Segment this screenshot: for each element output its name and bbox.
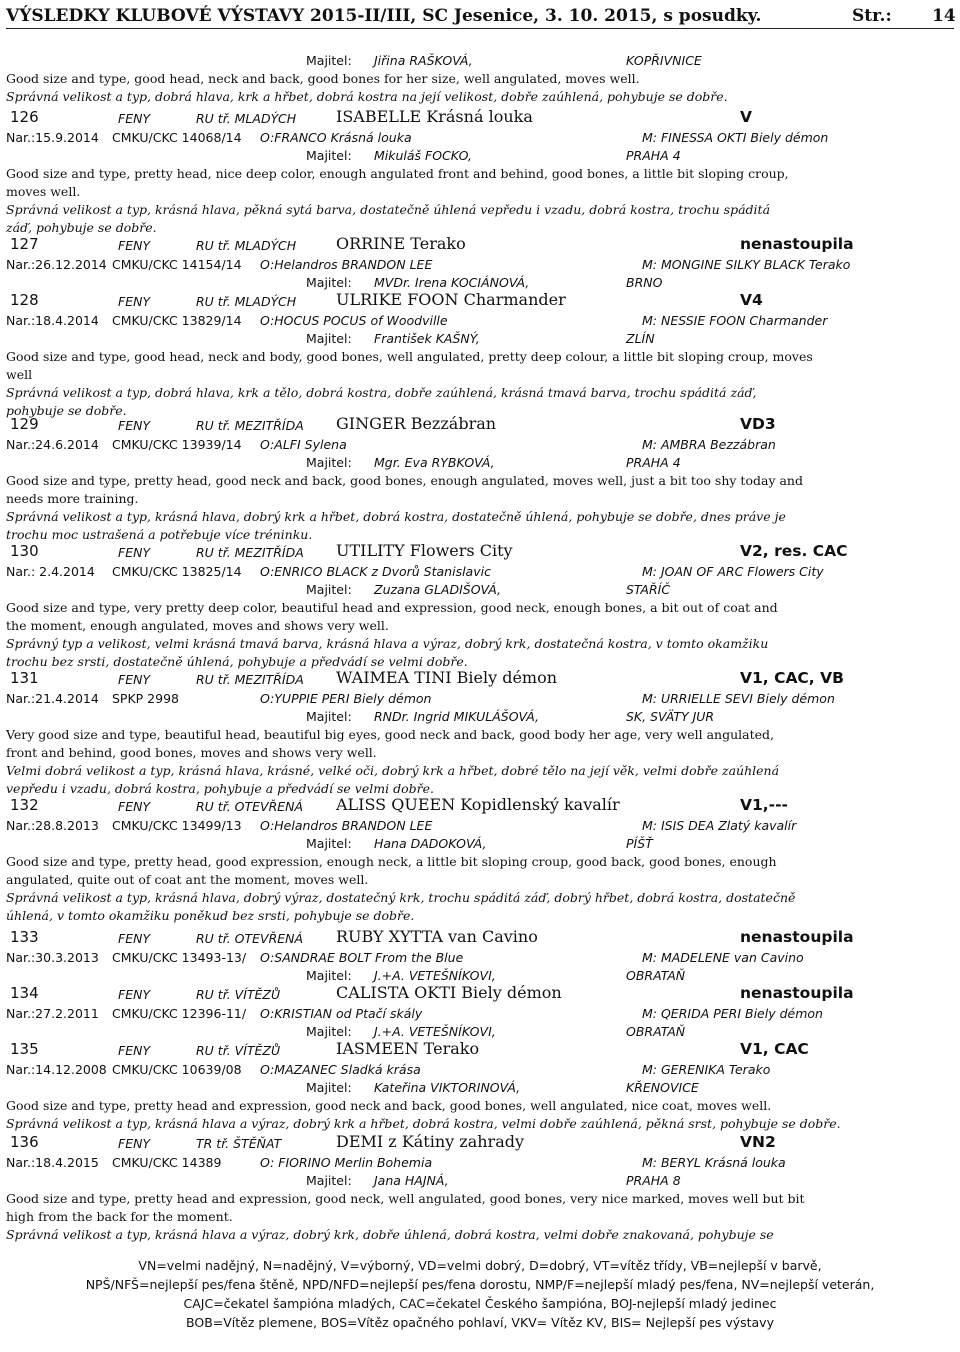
dog-name: UTILITY Flowers City	[336, 541, 513, 560]
dog-entry	[6, 668, 954, 798]
sex: FENY	[118, 294, 151, 309]
critique-cz-line: Velmi dobrá velikost a typ, krásná hlava, krásné, velké oči, dobrý krk a hřbet, dobré tělo na její věk, velmi dobře zaúhlená	[6, 763, 780, 778]
class-name: TR tř. ŠTĚŇAT	[196, 1136, 282, 1151]
entry-head-line	[6, 983, 954, 1005]
critique-cz	[6, 762, 954, 798]
dog-entry	[6, 541, 954, 671]
owner-name: Zuzana GLADIŠOVÁ,	[374, 582, 502, 597]
owner-label: Majitel:	[306, 836, 352, 851]
critique-en	[6, 1190, 954, 1226]
registration: CMKU/CKC 13825/14	[112, 564, 242, 579]
sex: FENY	[118, 545, 151, 560]
sex: FENY	[118, 1043, 151, 1058]
page	[6, 0, 954, 1352]
class-name: RU tř. VÍTĚZŮ	[196, 1043, 281, 1058]
dog-name: CALISTA OKTI Biely démon	[336, 983, 562, 1002]
critique-en-line: moves well.	[6, 184, 81, 199]
pedigree-line	[6, 256, 954, 274]
pedigree-line	[6, 129, 954, 147]
dog-entry	[6, 290, 954, 420]
catalog-number: 130	[10, 542, 39, 560]
grade: VD3	[740, 415, 776, 433]
catalog-number: 129	[10, 415, 39, 433]
class-name: RU tř. MLADÝCH	[196, 294, 297, 309]
critique-en	[6, 853, 954, 889]
entry-head-line	[6, 234, 954, 256]
legend-line: NPŠ/NFŠ=nejlepší pes/fena štěně, NPD/NFD=nejlepší pes/fena dorostu, NMP/F=nejlepší mladý pes/fena, NV=nejlepší veterán,	[85, 1277, 875, 1292]
owner-label: Majitel:	[306, 148, 352, 163]
registration: CMKU/CKC 13939/14	[112, 437, 242, 452]
dam: M: JOAN OF ARC Flowers City	[642, 564, 824, 579]
critique-en	[6, 348, 954, 384]
registration: CMKU/CKC 14154/14	[112, 257, 242, 272]
grade: V1, CAC, VB	[740, 669, 844, 687]
owner-city: PRAHA 8	[626, 1173, 681, 1188]
critique-cz-line: Správná velikost a typ, dobrá hlava, krk a hřbet, dobrá kostra na její velikost, dobře zaúhlená, pohybuje se dobře.	[6, 89, 728, 104]
legend	[6, 1256, 954, 1332]
critique-en-line: front and behind, good bones, moves and shows very well.	[6, 745, 377, 760]
owner-city: KOPŘIVNICE	[626, 53, 702, 68]
grade: V	[740, 108, 752, 126]
grade: VN2	[740, 1133, 776, 1151]
pedigree-line	[6, 1005, 954, 1023]
registration: CMKU/CKC 13499/13	[112, 818, 242, 833]
page-number-label: Str.:	[852, 6, 892, 26]
birth-date: Nar.:27.2.2011	[6, 1006, 99, 1021]
dog-entry	[6, 795, 954, 925]
critique-en	[6, 726, 954, 762]
critique-cz	[6, 635, 954, 671]
grade: V1, CAC	[740, 1040, 809, 1058]
critique-cz-line: Správná velikost a typ, krásná hlava a výraz, dobrý krk a hřbet, dobrá kostra, velmi dobře zaúhlená, pěkná srst, pohybuje se dobře.	[6, 1116, 841, 1131]
owner-name: Hana DADOKOVÁ,	[374, 836, 487, 851]
owner-label: Majitel:	[306, 331, 352, 346]
grade: V1,---	[740, 796, 788, 814]
entry-head-line	[6, 414, 954, 436]
critique-en-line: Good size and type, good head, neck and back, good bones for her size, well angulated, moves well.	[6, 71, 640, 86]
critique-en	[6, 599, 954, 635]
sire: O:YUPPIE PERI Biely démon	[260, 691, 432, 706]
entry-head-line	[6, 1132, 954, 1154]
critique-cz-line: Správná velikost a typ, krásná hlava, pěkná sytá barva, dostatečně úhlená vepředu i vzadu, dobrá kostra, trochu spáditá	[6, 202, 771, 217]
critique-cz-line: trochu bez srsti, dostatečně úhlená, pohybuje a předvádí se velmi dobře.	[6, 654, 468, 669]
owner-line	[6, 52, 954, 70]
class-name: RU tř. MEZITŘÍDA	[196, 672, 304, 687]
dog-name: RUBY XYTTA van Cavino	[336, 927, 538, 946]
catalog-number: 136	[10, 1133, 39, 1151]
birth-date: Nar.:15.9.2014	[6, 130, 99, 145]
dam: M: GERENIKA Terako	[642, 1062, 771, 1077]
owner-city: ZLÍN	[626, 331, 655, 346]
critique-cz-line: vepředu i vzadu, dobrá kostra, pohybuje a předvádí se velmi dobře.	[6, 781, 434, 796]
dog-entry	[6, 983, 954, 1041]
birth-date: Nar.:30.3.2013	[6, 950, 99, 965]
dam: M: MONGINE SILKY BLACK Terako	[642, 257, 851, 272]
birth-date: Nar.:14.12.2008	[6, 1062, 107, 1077]
birth-date: Nar.:26.12.2014	[6, 257, 107, 272]
owner-line	[6, 1172, 954, 1190]
pedigree-line	[6, 563, 954, 581]
owner-label: Majitel:	[306, 582, 352, 597]
critique-cz-line: Správná velikost a typ, krásná hlava a výraz, dobrý krk, dobře úhlená, dobrá kostra, velmi dobře znakovaná, pohybuje se	[6, 1227, 774, 1242]
critique-cz-line: záď, pohybuje se dobře.	[6, 220, 157, 235]
grade: nenastoupila	[740, 928, 854, 946]
critique-en-line: Good size and type, very pretty deep color, beautiful head and expression, good neck, enough bones, a bit out of coat and	[6, 600, 778, 615]
owner-name: Kateřina VIKTORINOVÁ,	[374, 1080, 521, 1095]
owner-label: Majitel:	[306, 968, 352, 983]
page-title: VÝSLEDKY KLUBOVÉ VÝSTAVY 2015-II/III, SC Jesenice, 3. 10. 2015, s posudky.	[6, 6, 762, 26]
owner-label: Majitel:	[306, 709, 352, 724]
owner-label: Majitel:	[306, 1080, 352, 1095]
owner-label: Majitel:	[306, 1173, 352, 1188]
critique-cz	[6, 201, 954, 237]
owner-city: OBRATAŇ	[626, 1024, 686, 1039]
registration: CMKU/CKC 14068/14	[112, 130, 242, 145]
dog-name: WAIMEA TINI Biely démon	[336, 668, 558, 687]
critique-cz-line: úhlená, v tomto okamžiku poněkud bez srsti, pohybuje se dobře.	[6, 908, 415, 923]
dog-entry	[6, 107, 954, 237]
owner-line	[6, 581, 954, 599]
registration: CMKU/CKC 13493-13/	[112, 950, 247, 965]
grade: nenastoupila	[740, 984, 854, 1002]
legend-line: CAJC=čekatel šampióna mladých, CAC=čekatel Českého šampióna, BOJ-nejlepší mladý jedinec	[183, 1296, 777, 1311]
critique-cz-line: Správná velikost a typ, krásná hlava, dobrý výraz, dostatečný krk, trochu spáditá záď, dobrý hřbet, dobrá kostra, dostatečně	[6, 890, 796, 905]
grade: V4	[740, 291, 763, 309]
dam: M: QERIDA PERI Biely démon	[642, 1006, 823, 1021]
sex: FENY	[118, 1136, 151, 1151]
grade: nenastoupila	[740, 235, 854, 253]
owner-name: František KAŠNÝ,	[374, 331, 480, 346]
registration: CMKU/CKC 13829/14	[112, 313, 242, 328]
dog-name: DEMI z Kátiny zahrady	[336, 1132, 525, 1151]
dam: M: NESSIE FOON Charmander	[642, 313, 828, 328]
critique-en-line: needs more training.	[6, 491, 139, 506]
entry-head-line	[6, 668, 954, 690]
critique-en-line: Good size and type, good head, neck and body, good bones, well angulated, pretty deep colour, a little bit sloping croup, moves	[6, 349, 813, 364]
owner-line	[6, 454, 954, 472]
dam: M: MADELENE van Cavino	[642, 950, 804, 965]
entry-head-line	[6, 541, 954, 563]
owner-label: Majitel:	[306, 53, 352, 68]
owner-city: PRAHA 4	[626, 148, 681, 163]
sire: O:KRISTIAN od Ptačí skály	[260, 1006, 423, 1021]
sire: O:Helandros BRANDON LEE	[260, 257, 433, 272]
dam: M: ISIS DEA Zlatý kavalír	[642, 818, 797, 833]
birth-date: Nar.:18.4.2015	[6, 1155, 99, 1170]
critique-en	[6, 1097, 954, 1115]
entry-head-line	[6, 795, 954, 817]
sex: FENY	[118, 111, 151, 126]
class-name: RU tř. OTEVŘENÁ	[196, 931, 304, 946]
catalog-number: 131	[10, 669, 39, 687]
page-header	[6, 4, 954, 29]
owner-label: Majitel:	[306, 1024, 352, 1039]
entry-head-line	[6, 107, 954, 129]
pedigree-line	[6, 436, 954, 454]
critique-en-line: the moment, enough angulated, moves and shows very well.	[6, 618, 389, 633]
sex: FENY	[118, 238, 151, 253]
owner-line	[6, 1079, 954, 1097]
owner-name: RNDr. Ingrid MIKULÁŠOVÁ,	[374, 709, 540, 724]
catalog-number: 133	[10, 928, 39, 946]
owner-line	[6, 708, 954, 726]
sire: O:Helandros BRANDON LEE	[260, 818, 433, 833]
sex: FENY	[118, 799, 151, 814]
class-name: RU tř. OTEVŘENÁ	[196, 799, 304, 814]
dam: M: URRIELLE SEVI Biely démon	[642, 691, 835, 706]
legend-line: VN=velmi nadějný, N=nadějný, V=výborný, VD=velmi dobrý, D=dobrý, VT=vítěz třídy, VB=nejlepší v barvě,	[138, 1258, 822, 1273]
critique-cz	[6, 1226, 954, 1244]
page-number: 14	[932, 6, 956, 26]
critique-en-line: Good size and type, pretty head and expression, good neck, well angulated, good bones, very nice marked, moves well but bit	[6, 1191, 805, 1206]
owner-name: MVDr. Irena KOCIÁNOVÁ,	[374, 275, 530, 290]
dog-name: ULRIKE FOON Charmander	[336, 290, 566, 309]
critique-cz-line: trochu moc ustrašená a potřebuje více tréninku.	[6, 527, 313, 542]
sex: FENY	[118, 987, 151, 1002]
dog-entry	[6, 234, 954, 292]
dog-name: GINGER Bezzábran	[336, 414, 497, 433]
dog-name: ISABELLE Krásná louka	[336, 107, 533, 126]
birth-date: Nar.:24.6.2014	[6, 437, 99, 452]
critique-cz	[6, 508, 954, 544]
owner-name: J.+A. VETEŠNÍKOVI,	[374, 968, 496, 983]
critique-cz-line: Správný typ a velikost, velmi krásná tmavá barva, krásná hlava a výraz, dobrý krk, dostatečná kostra, v tomto okamžiku	[6, 636, 769, 651]
registration: SPKP 2998	[112, 691, 179, 706]
dog-entry	[6, 927, 954, 985]
birth-date: Nar.:21.4.2014	[6, 691, 99, 706]
catalog-number: 132	[10, 796, 39, 814]
sex: FENY	[118, 931, 151, 946]
entry-head-line	[6, 1039, 954, 1061]
critique-cz	[6, 1115, 954, 1133]
pedigree-line	[6, 817, 954, 835]
dam: M: FINESSA OKTI Biely démon	[642, 130, 829, 145]
pedigree-line	[6, 1154, 954, 1172]
sire: O:FRANCO Krásná louka	[260, 130, 412, 145]
registration: CMKU/CKC 14389	[112, 1155, 222, 1170]
owner-name: Mgr. Eva RYBKOVÁ,	[374, 455, 495, 470]
sex: FENY	[118, 418, 151, 433]
class-name: RU tř. VÍTĚZŮ	[196, 987, 281, 1002]
legend-line: BOB=Vítěz plemene, BOS=Vítěz opačného pohlaví, VKV= Vítěz KV, BIS= Nejlepší pes výstavy	[186, 1315, 774, 1330]
critique-en-line: Good size and type, pretty head, good expression, enough neck, a little bit sloping croup, good back, good bones, enough	[6, 854, 777, 869]
owner-city: SK, SVÄTY JUR	[626, 709, 715, 724]
critique-en-line: Very good size and type, beautiful head, beautiful big eyes, good neck and back, good body her age, very well angulated,	[6, 727, 774, 742]
pedigree-line	[6, 312, 954, 330]
dam: M: AMBRA Bezzábran	[642, 437, 776, 452]
entry-head-line	[6, 927, 954, 949]
owner-name: Mikuláš FOCKO,	[374, 148, 472, 163]
owner-city: KŘENOVICE	[626, 1080, 699, 1095]
critique-en-line: Good size and type, pretty head, nice deep color, enough angulated front and behind, good bones, a little bit sloping croup,	[6, 166, 789, 181]
sire: O:HOCUS POCUS of Woodville	[260, 313, 448, 328]
critique-cz	[6, 889, 954, 925]
catalog-number: 126	[10, 108, 39, 126]
owner-name: Jana HAJNÁ,	[374, 1173, 449, 1188]
class-name: RU tř. MLADÝCH	[196, 238, 297, 253]
critique-en-line: Good size and type, pretty head and expression, good neck and back, good bones, well angulated, nice coat, moves well.	[6, 1098, 772, 1113]
registration: CMKU/CKC 12396-11/	[112, 1006, 247, 1021]
dog-name: ALISS QUEEN Kopidlenský kavalír	[336, 795, 620, 814]
owner-city: PÍŠŤ	[626, 836, 653, 851]
pedigree-line	[6, 690, 954, 708]
class-name: RU tř. MEZITŘÍDA	[196, 545, 304, 560]
owner-line	[6, 330, 954, 348]
sire: O:ALFI Sylena	[260, 437, 347, 452]
entry-head-line	[6, 290, 954, 312]
birth-date: Nar.:28.8.2013	[6, 818, 99, 833]
intro-block	[6, 52, 954, 106]
critique-en-line: well	[6, 367, 33, 382]
sire: O:ENRICO BLACK z Dvorů Stanislavic	[260, 564, 491, 579]
sire: O: FIORINO Merlin Bohemia	[260, 1155, 433, 1170]
owner-name: Jiřina RAŠKOVÁ,	[374, 53, 473, 68]
critique-en	[6, 165, 954, 201]
owner-label: Majitel:	[306, 455, 352, 470]
catalog-number: 134	[10, 984, 39, 1002]
birth-date: Nar.:18.4.2014	[6, 313, 99, 328]
pedigree-line	[6, 1061, 954, 1079]
dog-entry	[6, 1132, 954, 1244]
owner-line	[6, 147, 954, 165]
owner-city: STAŘÍČ	[626, 582, 671, 597]
owner-city: PRAHA 4	[626, 455, 681, 470]
dog-name: ORRINE Terako	[336, 234, 466, 253]
pedigree-line	[6, 949, 954, 967]
sire: O:SANDRAE BOLT From the Blue	[260, 950, 464, 965]
dog-entry	[6, 414, 954, 544]
catalog-number: 135	[10, 1040, 39, 1058]
critique-en	[6, 472, 954, 508]
critique-en-line: angulated, quite out of coat ant the moment, moves well.	[6, 872, 369, 887]
owner-city: OBRATAŇ	[626, 968, 686, 983]
critique-cz-line: pohybuje se dobře.	[6, 403, 127, 418]
grade: V2, res. CAC	[740, 542, 848, 560]
critique-en-line: Good size and type, pretty head, good neck and back, good bones, enough angulated, moves well, just a bit too shy today and	[6, 473, 803, 488]
owner-label: Majitel:	[306, 275, 352, 290]
critique-cz-line: Správná velikost a typ, dobrá hlava, krk a tělo, dobrá kostra, dobře zaúhlená, krásná tmavá barva, trochu spáditá záď,	[6, 385, 757, 400]
critique-en-line: high from the back for the moment.	[6, 1209, 233, 1224]
birth-date: Nar.: 2.4.2014	[6, 564, 95, 579]
owner-name: J.+A. VETEŠNÍKOVI,	[374, 1024, 496, 1039]
sire: O:MAZANEC Sladká krása	[260, 1062, 421, 1077]
sex: FENY	[118, 672, 151, 687]
catalog-number: 127	[10, 235, 39, 253]
dog-name: IASMEEN Terako	[336, 1039, 480, 1058]
dog-entry	[6, 1039, 954, 1133]
owner-line	[6, 835, 954, 853]
class-name: RU tř. MLADÝCH	[196, 111, 297, 126]
dam: M: BERYL Krásná louka	[642, 1155, 786, 1170]
registration: CMKU/CKC 10639/08	[112, 1062, 242, 1077]
critique-cz-line: Správná velikost a typ, krásná hlava, dobrý krk a hřbet, dobrá kostra, dostatečně úhlená, pohybuje se dobře, dnes práve je	[6, 509, 786, 524]
class-name: RU tř. MEZITŘÍDA	[196, 418, 304, 433]
owner-city: BRNO	[626, 275, 663, 290]
catalog-number: 128	[10, 291, 39, 309]
